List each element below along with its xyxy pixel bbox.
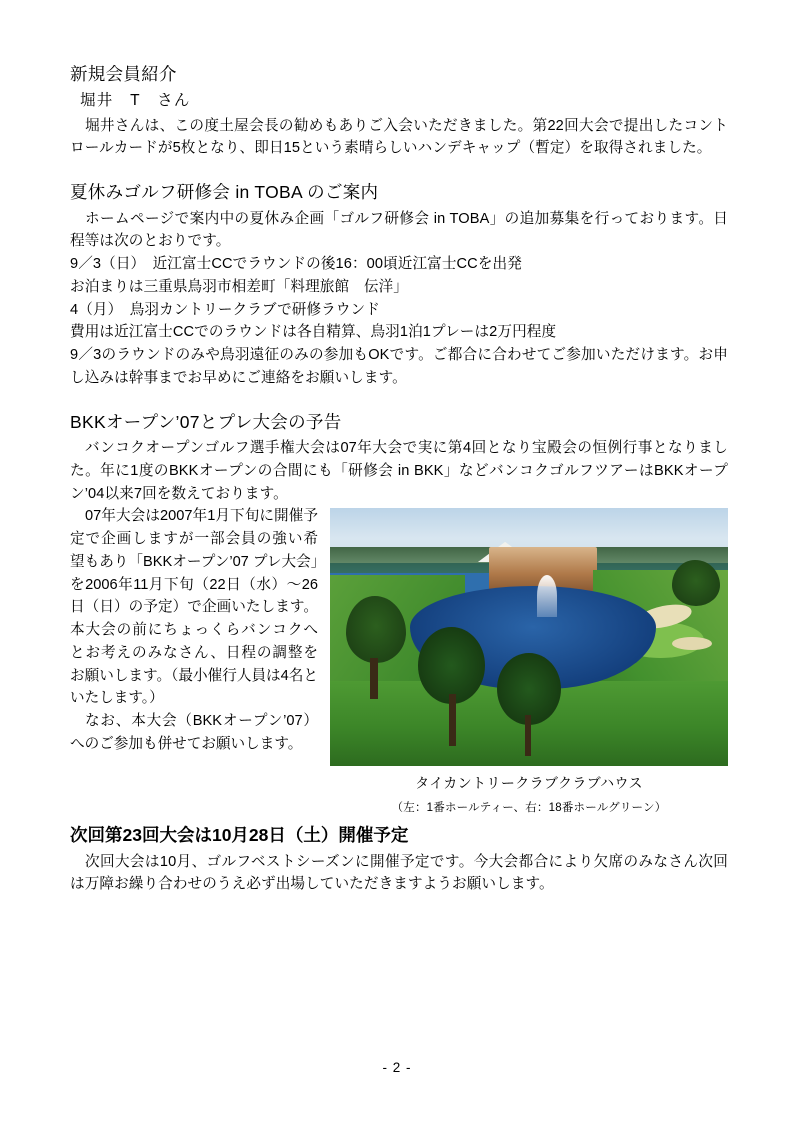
photo-caption: タイカントリークラブクラブハウス — [415, 775, 643, 792]
photo-palm-center-left — [418, 627, 486, 704]
summer-camp-paragraph-2: 9／3のラウンドのみや鳥羽遠征のみの参加もOKです。ご都合に合わせてご参加いただけます。お申し込みは幹事までお早めにご連絡をお願いします。 — [70, 347, 728, 386]
photo-palm-center-trunk — [525, 715, 531, 756]
bkk-paragraph-3: なお、本大会（BKKオープン’07）へのご参加も併せてお願いします。 — [70, 713, 318, 752]
summer-camp-schedule-line-2: お泊まりは三重県鳥羽市相差町「料理旅館 伝洋」 — [70, 278, 408, 295]
photo-subcaption: （左：1番ホールティー、右：18番ホールグリーン） — [391, 802, 667, 815]
section-heading-bkk-open: BKKオープン’07とプレ大会の予告 — [70, 411, 342, 432]
section-new-member — [70, 62, 728, 160]
bkk-paragraph-2: 07年大会は2007年1月下旬に開催予定で企画しますが一部会員の強い希望もあり「BKKオープン’07 プレ大会」を2006年11月下旬（22日（水）～26日（日）の予定）で企画いたします。本大会の前にちょっくらバンコクへとお考えのみなさん、日程の調整をお願いします。（最小催行人員は4名といたします。） — [70, 508, 318, 707]
photo-tree-left — [346, 596, 406, 663]
section-bkk-open — [70, 410, 728, 816]
new-member-body: 堀井さんは、この度土屋会長の勧めもありご入会いただきました。第22回大会で提出したコントロールカードが5枚となり、即日15という素晴らしいハンデキャップ（暫定）を取得されました。 — [70, 117, 728, 157]
photo-fountain — [537, 575, 557, 616]
section-next-tournament — [70, 822, 728, 896]
page-number: - 2 - — [382, 1060, 412, 1075]
next-tournament-body: 次回大会は10月、ゴルフベストシーズンに開催予定です。今大会都合により欠席のみなさん次回は万障お繰り合わせのうえ必ず出場していただきますようお願いします。 — [70, 853, 728, 893]
summer-camp-schedule-line-3: 4（月） 鳥羽カントリークラブで研修ラウンド — [70, 301, 380, 318]
spacer — [70, 160, 728, 180]
section-summer-camp — [70, 180, 728, 390]
summer-camp-cost-line: 費用は近江富士CCでのラウンドは各自精算、鳥羽1泊1プレーは2万円程度 — [70, 324, 557, 341]
golf-course-photo — [330, 508, 728, 766]
summer-camp-paragraph-1: ホームページで案内中の夏休み企画「ゴルフ研修会 in TOBA」の追加募集を行っております。日程等は次のとおりです。 — [70, 210, 728, 250]
section-heading-summer-camp: 夏休みゴルフ研修会 in TOBA のご案内 — [70, 182, 379, 203]
photo-palm-center-left-trunk — [449, 694, 455, 746]
section-heading-next-tournament: 次回第23回大会は10月28日（土）開催予定 — [70, 825, 409, 846]
photo-tree-right — [672, 560, 720, 606]
spacer — [70, 815, 728, 822]
new-member-name: 堀井 T さん — [80, 92, 191, 110]
bkk-paragraph-1: バンコクオープンゴルフ選手権大会は07年大会で実に第4回となり宝殿会の恒例行事となりました。年に1度のBKKオープンの合間にも「研修会 in BKK」などバンコクゴルフツアーはBKKオープン’04以来7回を数えております。 — [70, 440, 728, 502]
photo-tree-left-trunk — [370, 658, 378, 699]
section-heading-new-member: 新規会員紹介 — [70, 64, 177, 84]
golf-course-photo-figure — [330, 508, 728, 815]
summer-camp-schedule-line-1: 9／3（日） 近江富士CCでラウンドの後16：00頃近江富士CCを出発 — [70, 256, 522, 273]
spacer — [70, 390, 728, 410]
